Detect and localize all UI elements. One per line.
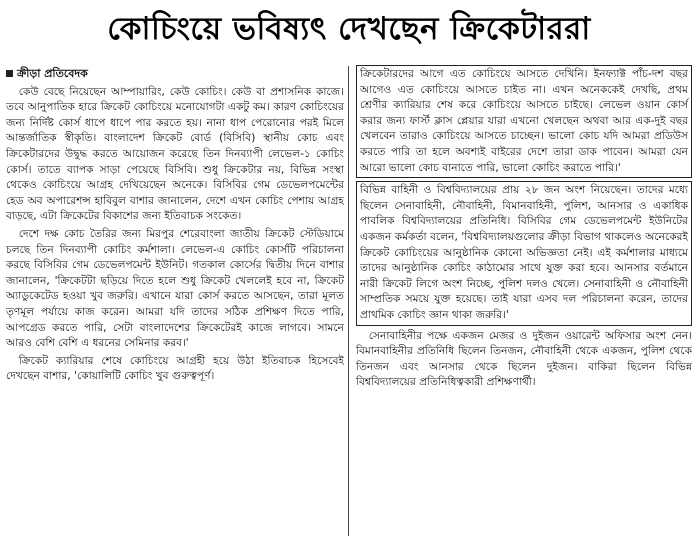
right-boxed-paragraph: ক্রিকেটারদের আগে এত কোচিংয়ে আসতে দেখিনি। ইনফ্যাক্ট পাঁচ-দশ বছর আগেও এত কোচিংয়ে আসতে চাইত না। এখন অনেককেই দেখছি, প্রথম শ্রেণীর ক্যারিয়ার শেষ করে কোচিংয়ে আসতে চাইছে। লেভেল ওয়ান কোর্স করার জন্য ফার্স্ট ক্লাস প্লেয়ার যারা এখনো খেলছেন অথবা আর এক-দুই বছর খেলবেন তারাও কোচিংয়ে আসতে চাচ্ছেন। ভালো কোচ যদি আমরা প্রডিউস করতে পারি তা হলে অবশ্যই বাইরের দেশে তারা ডাক পাবেন। আমরা যেন আরো ভালো কোচ বানাতে পারি, ভালো কোচিং করাতে পারি।' xyxy=(360,68,688,174)
left-paragraph-3: ক্রিকেট ক্যারিয়ার শেষে কোচিংয়ে আগ্রহী হয়ে উঠা ইতিবাচক হিসেবেই দেখছেন বাশার, 'কোয়ালিটি কোচিং খুব গুরুত্বপূর্ণ। xyxy=(6,354,344,383)
column-divider xyxy=(348,66,349,536)
left-paragraph-2: দেশে দক্ষ কোচ তৈরির জন্য মিরপুর শেরেবাংলা জাতীয় ক্রিকেট স্টেডিয়ামে চলছে তিন দিনব্যাপী কোচিং কর্মশালা। লেভেল-এ কোচিং কোর্সটি পরিচালনা করছে বিসিবির গেম ডেভেলপমেন্ট ইউনিট। গতকাল কোর্সের দ্বিতীয় দিনে বাশার জানালেন, 'ক্রিকেটটা ছড়িয়ে দিতে হলে শুধু ক্রিকেট খেললেই হবে না, ক্রিকেট অ্যাডুকেটেড হওয়া খুব জরুরি। এখানে যারা কোর্স করতে আসছেন, তারা মূলত তৃণমূল পর্যায়ে কাজ করেন। আমরা যদি তাদের সঠিক প্রশিক্ষণ দিতে পারি, আপগ্রেড করতে পারি, সেটা বাংলাদেশের ক্রিকেটেরই কাজে লাগবে। সামনে আরও বেশি বেশি এ ধরনের সেমিনার করব।' xyxy=(6,227,344,350)
participants-box xyxy=(356,181,692,325)
byline xyxy=(6,66,344,82)
left-column xyxy=(6,64,344,387)
continued-quote-box xyxy=(356,65,692,178)
left-paragraph-1: কেউ বেছে নিয়েছেন আম্পায়ারিং, কেউ কোচিং। কেউ বা প্রশাসনিক কাজে। তবে আনুপাতিক হারে ক্রিকেট কোচিংয়ে মনোযোগটা একটু কম। কারণ কোচিংয়ের জন্য নির্দিষ্ট কোর্স ধাপে ধাপে পার করতে হয়। নানা ধাপ পেরোনোর পরই মিলে আন্তর্জাতিক স্বীকৃতি। বাংলাদেশ ক্রিকেট বোর্ড (বিসিবি) স্থানীয় কোচ এবং ক্রিকেটারদের উদ্বুদ্ধ করতে আয়োজন করেছে তিন দিনব্যাপী লেভেল-১ কোচিং কোর্স। তাতে ব্যাপক সাড়া পেয়েছে বিসিবি। শুধু ক্রিকেটার নয়, বিভিন্ন সংস্থা থেকেও কোচিংয়ে আগ্রহ দেখিয়েছেন অনেকে। বিসিবির গেম ডেভেলপমেন্টের হেড অব অপারেশন্স হাবিবুল বাশার জানালেন, দেশে এখন কোচিং পেশায় আগ্রহ বাড়ছে, এটা ক্রিকেটের বিকাশের জন্য ইতিবাচক সংকেত। xyxy=(6,85,344,223)
bullet-icon xyxy=(6,70,13,77)
right-paragraph-1: বিভিন্ন বাহিনী ও বিশ্ববিদ্যালয়ের প্রায় ২৮ জন অংশ নিয়েছেন। তাদের মধ্যে ছিলেন সেনাবাহিনী, নৌবাহিনী, বিমানবাহিনী, পুলিশ, আনসার ও একাধিক পাবলিক বিশ্ববিদ্যালয়ের প্রতিনিধি। বিসিবির গেম ডেভেলপমেন্ট ইউনিটের একজন কর্মকর্তা বলেন, 'বিশ্ববিদ্যালয়গুলোর ক্রীড়া বিভাগ থাকলেও অনেকেরই ক্রিকেট কোচিংয়ের আনুষ্ঠানিক কোনো অভিজ্ঞতা নেই। এই কর্মশালার মাধ্যমে তাদের আনুষ্ঠানিক কোচিং কাঠামোর সাথে যুক্ত করা হবে। আনসার বর্তমানে নারী ক্রিকেট লিগে অংশ নিচ্ছে, পুলিশ দলও খেলে। সেনাবাহিনী ও নৌবাহিনী সাম্প্রতিক সময়ে যুক্ত হয়েছে। তাই যারা এসব দল পরিচালনা করেন, তাদের প্রাথমিক কোচিং জ্ঞান থাকা জরুরি।' xyxy=(360,184,688,321)
right-column xyxy=(356,64,692,393)
byline-text: ক্রীড়া প্রতিবেদক xyxy=(17,67,88,80)
right-paragraph-2: সেনাবাহিনীর পক্ষে একজন মেজর ও দুইজন ওয়ারেন্ট অফিসার অংশ নেন। বিমানবাহিনীর প্রতিনিধি ছিলেন তিনজন, নৌবাহিনী থেকে একজন, পুলিশ থেকে তিনজন এবং আনসার থেকে ছিলেন দুইজন। বাকিরা ছিলেন বিভিন্ন বিশ্ববিদ্যালয়ের প্রতিনিধিত্বকারী প্রশিক্ষণার্থী। xyxy=(356,329,692,389)
headline: কোচিংয়ে ভবিষ্যৎ দেখছেন ক্রিকেটাররা xyxy=(107,11,591,47)
